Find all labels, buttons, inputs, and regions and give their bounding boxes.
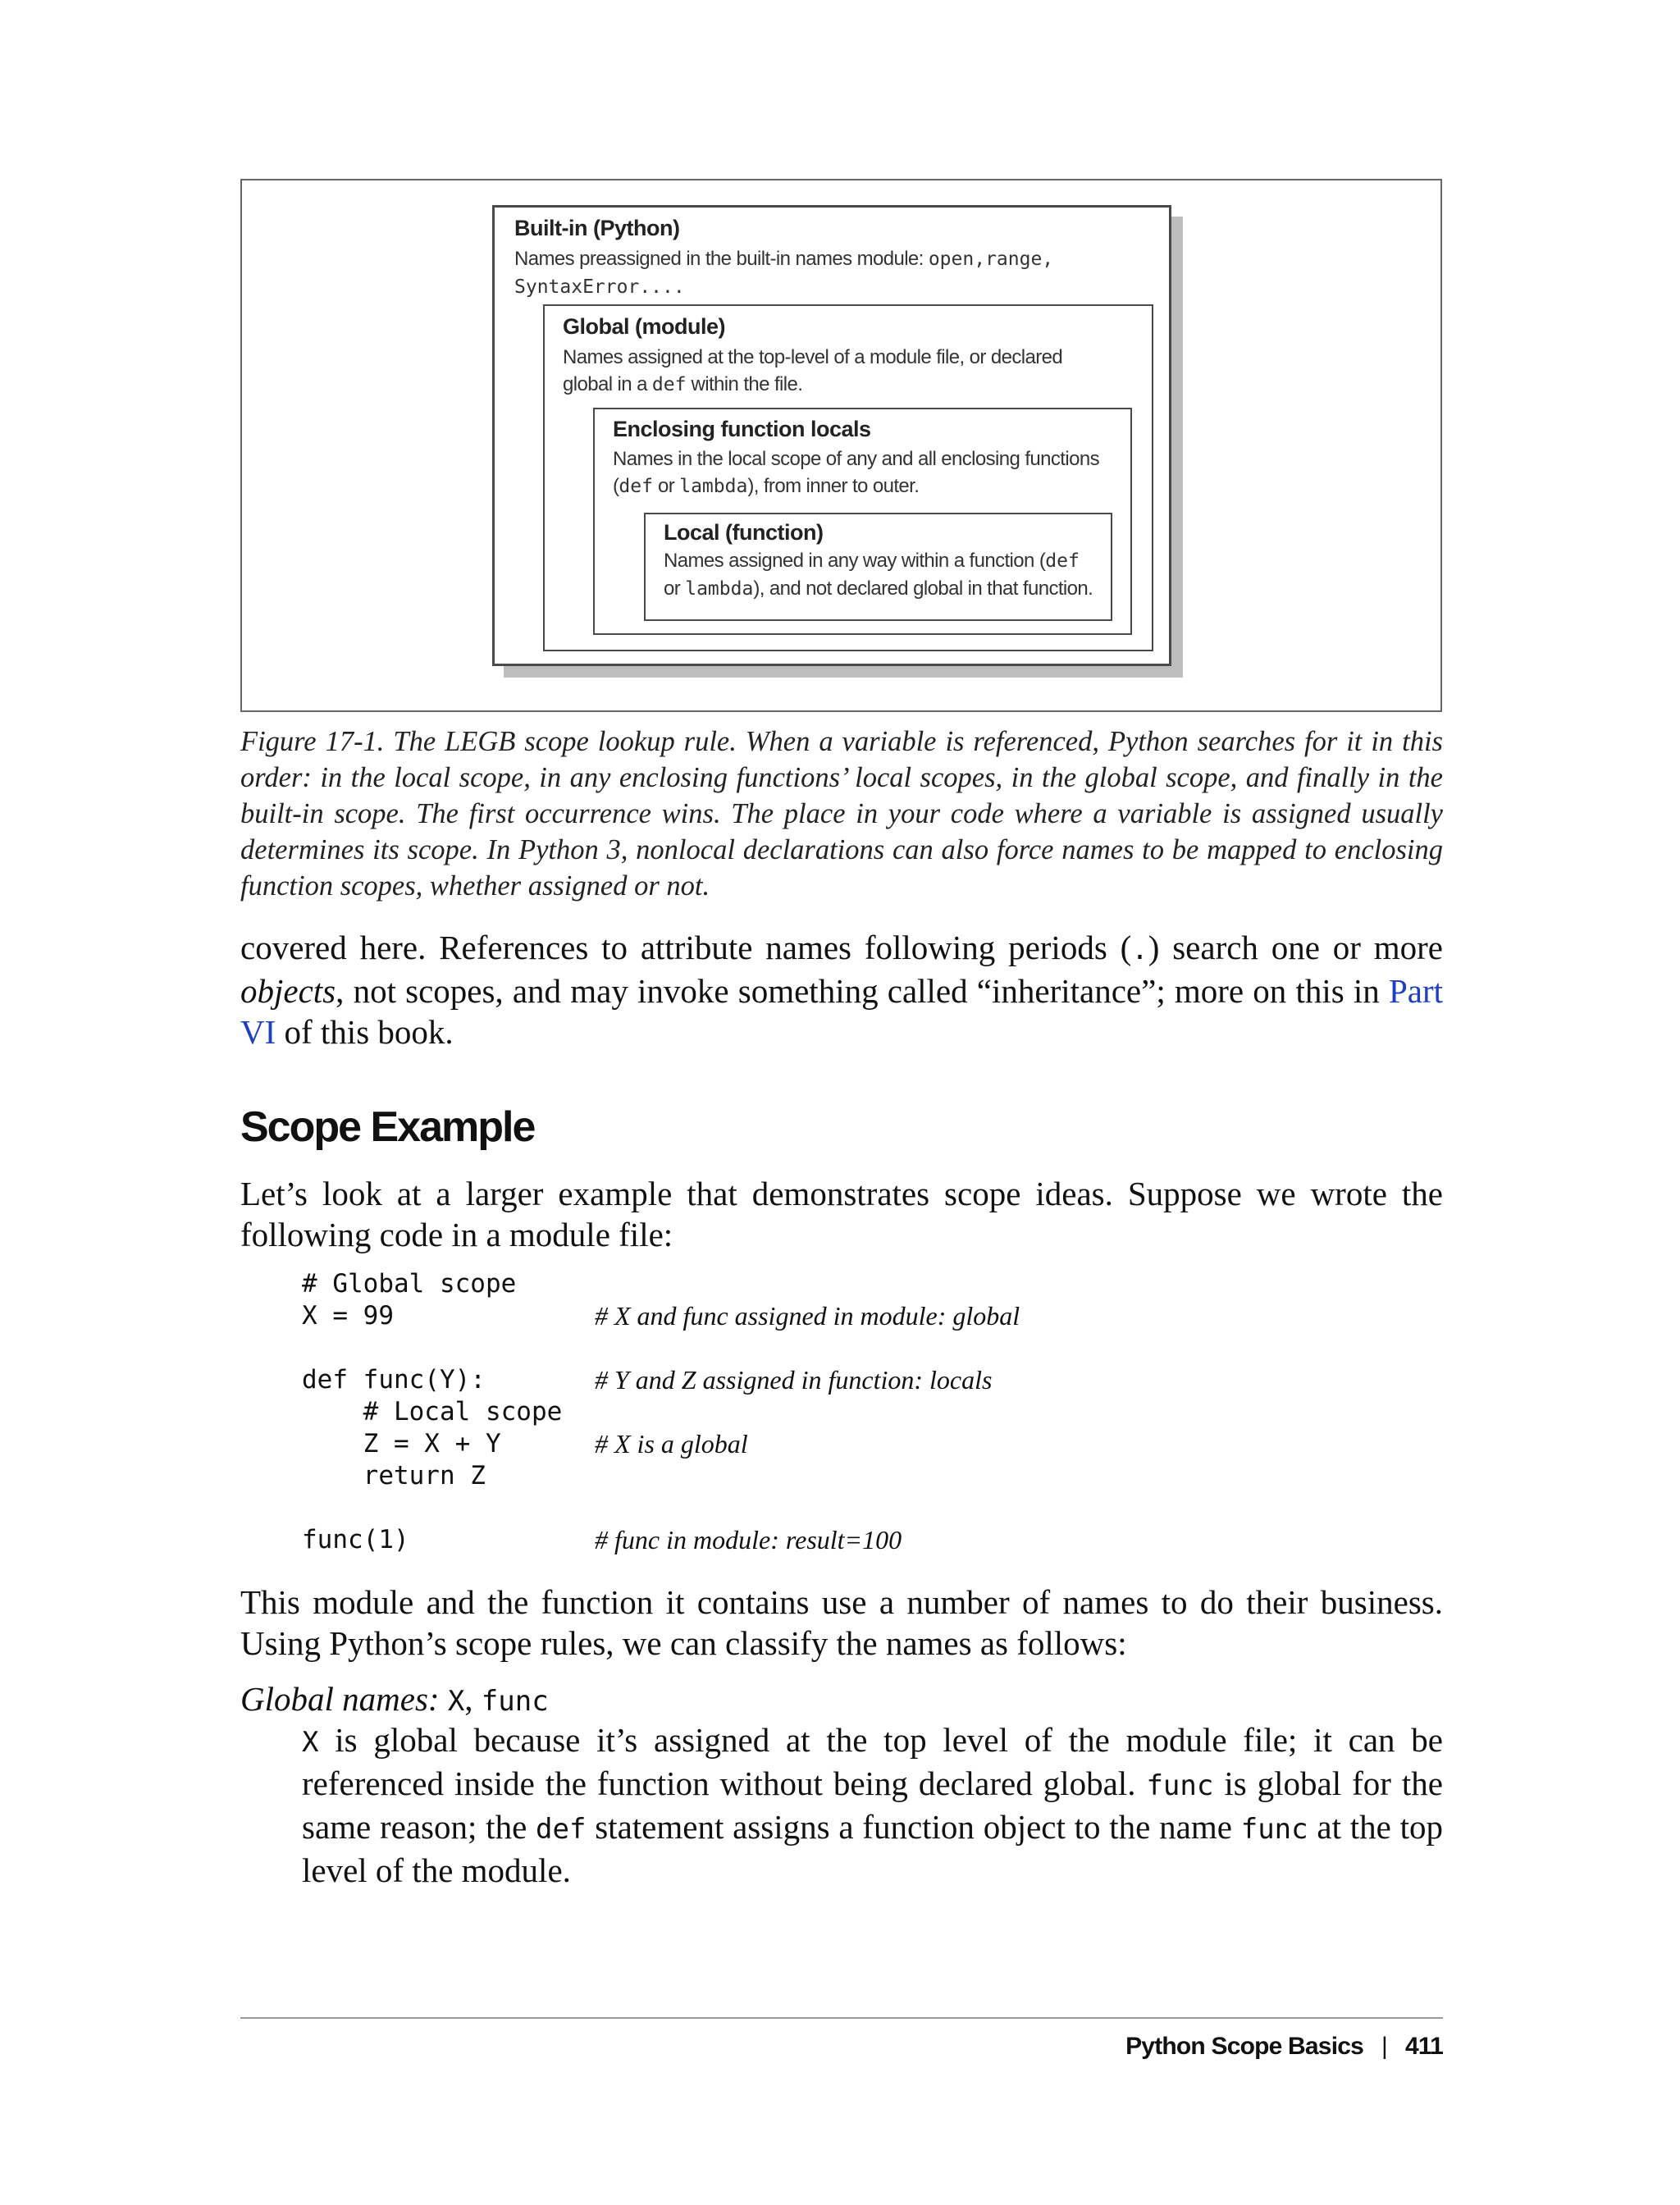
para1-text-d: of this book.: [276, 1013, 454, 1051]
global-desc-line-1: Names assigned at the top-level of a module file, or declared: [563, 346, 1063, 368]
enclosing-desc-line-1: Names in the local scope of any and all enclosing functions: [613, 448, 1099, 470]
def-code-x: X: [302, 1726, 319, 1759]
para1-code-period: .: [1131, 934, 1148, 966]
local-desc-end: ), and not declared global in that function.: [753, 578, 1093, 600]
definition-description: [302, 1719, 1443, 1891]
definition-term-separator: ,: [464, 1680, 482, 1718]
global-scope-title: Global (module): [563, 314, 725, 339]
global-desc-text: global in a: [563, 373, 652, 395]
code-comment: # X and func assigned in module: global: [595, 1301, 1020, 1331]
code-comment: # Y and Z assigned in function: locals: [595, 1365, 993, 1395]
enclosing-scope-description: [613, 445, 1099, 500]
para1-emphasis-objects: objects: [240, 972, 336, 1010]
para1-text-c: , not scopes, and may invoke something called “inheritance”; more on this in: [336, 972, 1389, 1010]
part-vi-link[interactable]: Part VI: [240, 972, 1443, 1051]
page-number: 411: [1405, 2033, 1443, 2060]
code-text: # Global scope: [302, 1269, 517, 1299]
def-code-func-2: func: [1240, 1813, 1308, 1846]
section-heading: Scope Example: [240, 1103, 535, 1151]
code-text: func(1): [302, 1525, 409, 1554]
builtin-scope-description: [514, 245, 1053, 301]
def-text-a: is global because it’s assigned at the top level of the module file; it can be referenced inside the function without being declared global.: [302, 1721, 1443, 1802]
figure-caption: Figure 17-1. The LEGB scope lookup rule. When a variable is referenced, Python searches for it in this order: in the local scope, in any enclosing functions’ local scopes, in the global scope, and finally in the built-in scope. The first occurrence wins. The place in your code where a variable is assigned usually determines its scope. In Python 3, nonlocal declarations can also force names to be mapped to enclosing function scopes, whether assigned or not.: [240, 726, 1443, 902]
definition-term-label: Global names:: [240, 1680, 440, 1718]
def-text-c: statement assigns a function object to the name: [586, 1808, 1241, 1846]
code-text: Z = X + Y: [302, 1429, 501, 1459]
enclosing-scope-title: Enclosing function locals: [613, 417, 871, 441]
builtin-desc-code: open,range,: [928, 249, 1054, 270]
def-code-func: func: [1146, 1769, 1214, 1802]
enclosing-desc-code-def: def: [619, 476, 653, 497]
code-comment: # func in module: result=100: [595, 1525, 902, 1554]
definition-term: [240, 1678, 549, 1722]
footer-rule: [240, 2017, 1443, 2019]
local-scope-title: Local (function): [664, 520, 824, 545]
local-desc-or: or: [664, 578, 686, 600]
paragraph-intro-example: Let’s look at a larger example that demonstrates scope ideas. Suppose we wrote the following code in a module file:: [240, 1175, 1443, 1253]
local-desc-code-def: def: [1045, 550, 1080, 572]
enclosing-desc-code-lambda: lambda: [679, 476, 748, 497]
enclosing-desc-end: ), from inner to outer.: [747, 475, 920, 497]
para1-text-a: covered here. References to attribute names following periods (: [240, 929, 1132, 966]
page-footer: [1125, 2033, 1443, 2061]
local-desc-text: Names assigned in any way within a function (: [664, 550, 1046, 572]
def-code-def: def: [536, 1813, 587, 1846]
footer-separator: |: [1381, 2033, 1387, 2060]
paragraph-attribute-names: [240, 927, 1443, 1052]
paragraph-classify-names: This module and the function it contains use a number of names to do their business. Using Python’s scope rules, we can classify the names as follows:: [240, 1583, 1443, 1662]
code-text: return Z: [302, 1461, 486, 1491]
para1-text-b: ) search one or more: [1148, 929, 1443, 966]
global-scope-description: [563, 344, 1062, 399]
local-scope-description: [664, 547, 1093, 603]
code-text: # Local scope: [302, 1397, 563, 1427]
local-scope-box: [644, 513, 1112, 621]
builtin-scope-title: Built-in (Python): [514, 216, 680, 240]
footer-section-title: Python Scope Basics: [1125, 2033, 1363, 2060]
code-text: X = 99: [302, 1301, 394, 1331]
global-desc-text-end: within the file.: [686, 373, 803, 395]
enclosing-desc-or: or: [652, 475, 680, 497]
definition-term-code-func: func: [481, 1685, 549, 1718]
def-text-b: is global for the same reason; the: [302, 1764, 1443, 1846]
code-comment: # X is a global: [595, 1429, 748, 1459]
builtin-desc-code-2: SyntaxError....: [514, 276, 685, 298]
code-text: def func(Y):: [302, 1365, 486, 1395]
def-text-d: at the top level of the module.: [302, 1808, 1443, 1889]
builtin-desc-text: Names preassigned in the built-in names module:: [514, 248, 929, 270]
global-desc-code: def: [651, 374, 687, 395]
definition-term-code-x: X: [447, 1685, 465, 1718]
local-desc-code-lambda: lambda: [685, 578, 754, 600]
enclosing-desc-open: (: [613, 475, 619, 497]
